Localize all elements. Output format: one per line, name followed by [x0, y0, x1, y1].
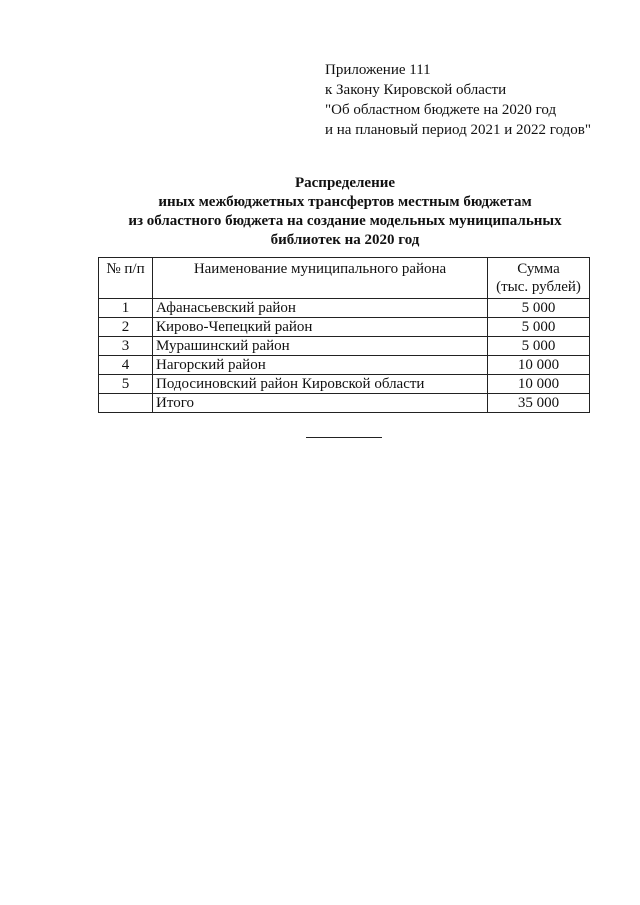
- row-num: 5: [99, 375, 153, 394]
- title-line: библиотек на 2020 год: [270, 232, 420, 248]
- row-sum: 10 000: [488, 356, 590, 375]
- row-name: Нагорский район: [153, 356, 488, 375]
- header-sum: [488, 258, 590, 299]
- appendix-line: к Закону Кировской области: [325, 82, 507, 98]
- row-num: 1: [99, 299, 153, 318]
- total-label: Итого: [153, 394, 488, 413]
- header-num: № п/п: [99, 258, 153, 299]
- row-name: Афанасьевский район: [153, 299, 488, 318]
- total-sum: 35 000: [488, 394, 590, 413]
- row-name: Мурашинский район: [153, 337, 488, 356]
- appendix-line: Приложение 111: [325, 62, 431, 78]
- appendix-line: и на плановый период 2021 и 2022 годов": [325, 122, 591, 138]
- table-row: [99, 375, 590, 394]
- table-total-row: [99, 394, 590, 413]
- title-line: Распределение: [294, 175, 396, 191]
- end-divider: [306, 437, 382, 438]
- header-sum-line1: Сумма: [517, 261, 560, 277]
- table-row: [99, 299, 590, 318]
- distribution-table: [98, 257, 590, 413]
- document-title: [90, 174, 600, 250]
- total-num: [99, 394, 153, 413]
- appendix-line: "Об областном бюджете на 2020 год: [325, 102, 557, 118]
- row-sum: 5 000: [488, 318, 590, 337]
- table-row: [99, 318, 590, 337]
- row-num: 4: [99, 356, 153, 375]
- row-num: 3: [99, 337, 153, 356]
- title-line: иных межбюджетных трансфертов местным бюджетам: [158, 194, 532, 210]
- header-sum-line2: (тыс. рублей): [496, 279, 581, 295]
- table-header-row: [99, 258, 590, 299]
- header-name: Наименование муниципального района: [153, 258, 488, 299]
- row-sum: 5 000: [488, 337, 590, 356]
- title-line: из областного бюджета на создание модельных муниципальных: [128, 213, 562, 229]
- appendix-block: [325, 60, 591, 140]
- table-row: [99, 356, 590, 375]
- row-name: Кирово-Чепецкий район: [153, 318, 488, 337]
- row-num: 2: [99, 318, 153, 337]
- row-name: Подосиновский район Кировской области: [153, 375, 488, 394]
- row-sum: 10 000: [488, 375, 590, 394]
- table-row: [99, 337, 590, 356]
- row-sum: 5 000: [488, 299, 590, 318]
